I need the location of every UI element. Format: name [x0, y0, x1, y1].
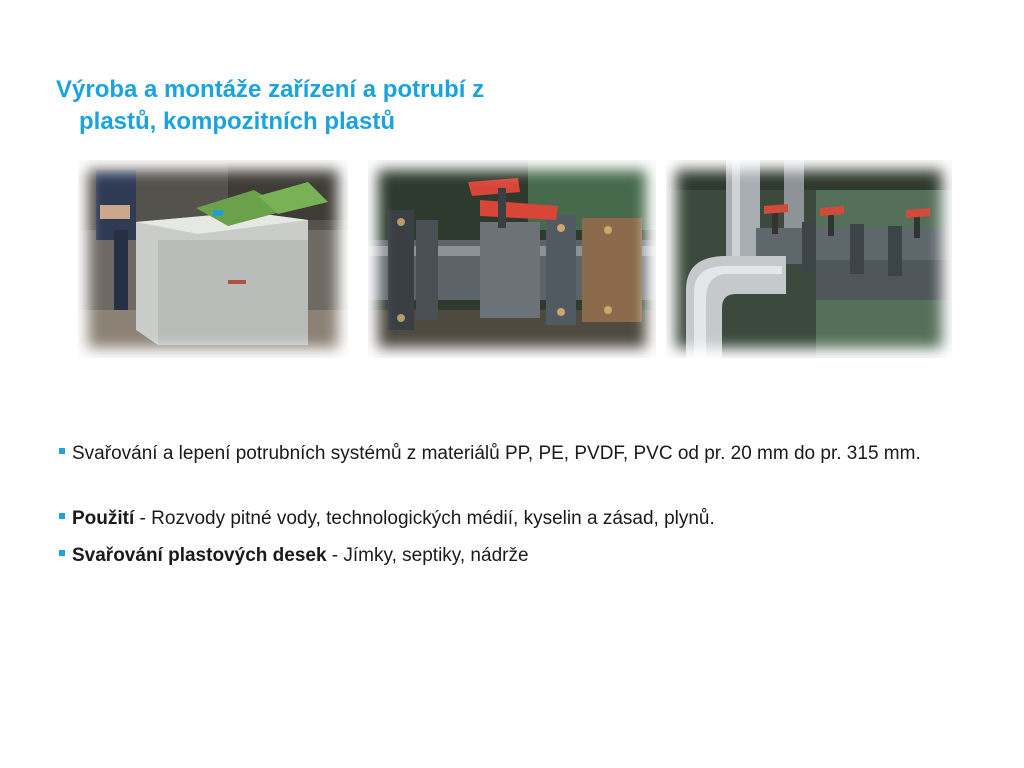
bullet-square-icon [59, 448, 65, 454]
bullet-list [56, 438, 956, 571]
bullet-2-bold: Použití [72, 508, 135, 529]
bullet-usage [56, 503, 956, 534]
bullet-square-icon [59, 513, 65, 519]
plastic-tank-photo [78, 160, 348, 358]
pipe-flange-valve-photo [368, 160, 656, 358]
bullet-1-text: Svařování a lepení potrubních systémů z materiálů PP, PE, PVDF, PVC od pr. 20 mm do pr. 315 mm. [72, 443, 921, 464]
slide-title [56, 74, 676, 138]
bullet-3-bold: Svařování plastových desek [72, 545, 327, 566]
bullet-plate-welding [56, 540, 956, 571]
bullet-welding-pipes [56, 438, 956, 469]
pipe-system-valves-photo [666, 160, 952, 358]
bullet-2-text: - Rozvody pitné vody, technologických médií, kyselin a zásad, plynů. [134, 508, 715, 529]
title-line-1: Výroba a montáže zařízení a potrubí z [56, 76, 485, 103]
title-line-2: plastů, kompozitních plastů [79, 108, 396, 135]
bullet-square-icon [59, 550, 65, 556]
bullet-3-text: - Jímky, septiky, nádrže [326, 545, 529, 566]
